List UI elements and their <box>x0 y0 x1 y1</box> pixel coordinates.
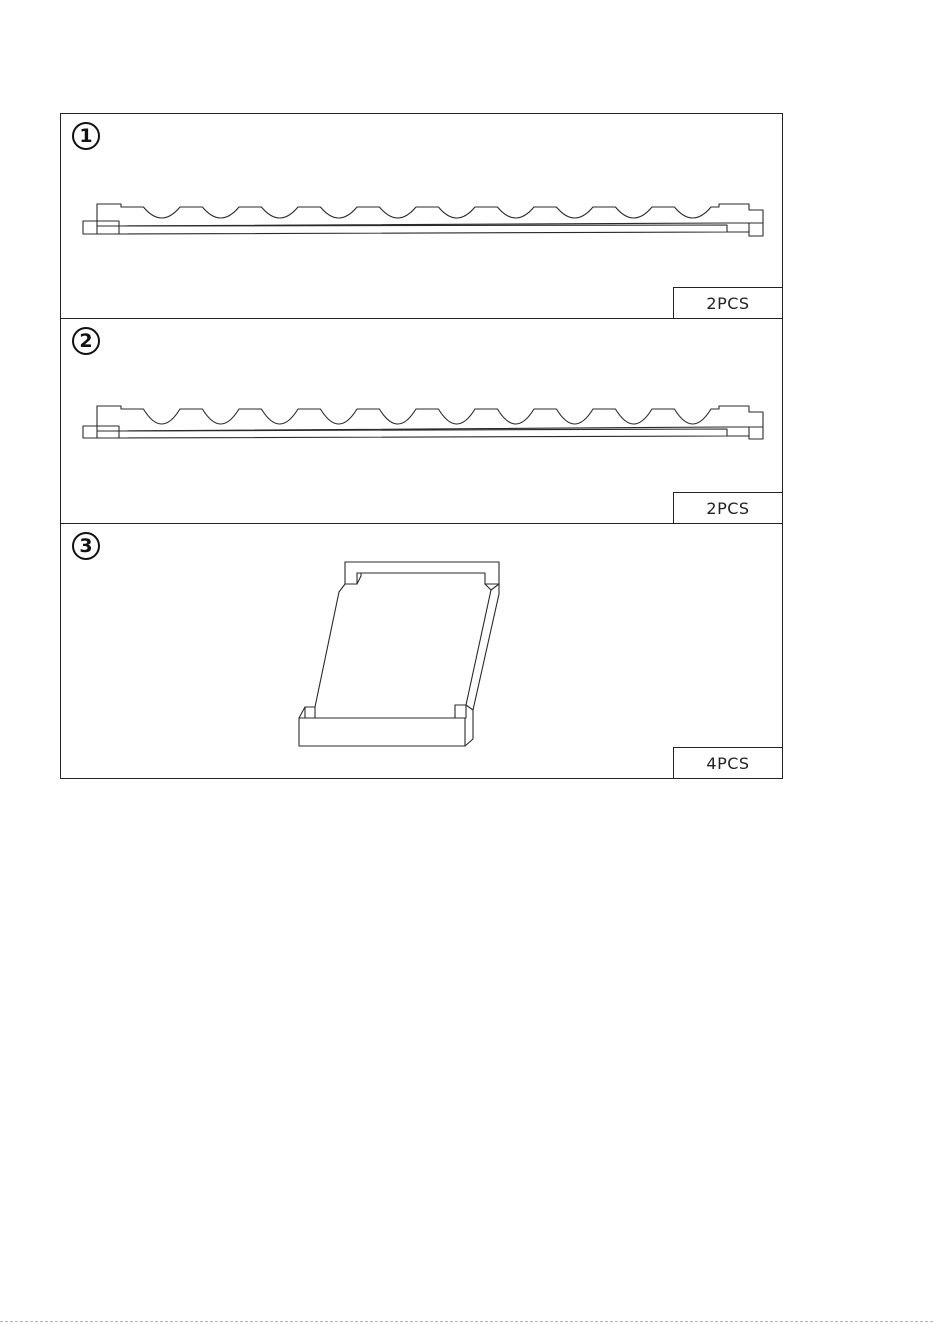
part-panel-3 <box>60 523 783 779</box>
part-panel-2 <box>60 318 783 524</box>
part-number-badge: 3 <box>72 532 100 560</box>
part-panel-1 <box>60 113 783 319</box>
page-bottom-rule <box>0 1321 933 1322</box>
part-number-badge: 2 <box>72 327 100 355</box>
quantity-label: 4PCS <box>673 747 783 779</box>
quantity-label: 2PCS <box>673 287 783 319</box>
quantity-label: 2PCS <box>673 492 783 524</box>
side-panel-icon <box>61 524 784 780</box>
part-number-badge: 1 <box>72 122 100 150</box>
